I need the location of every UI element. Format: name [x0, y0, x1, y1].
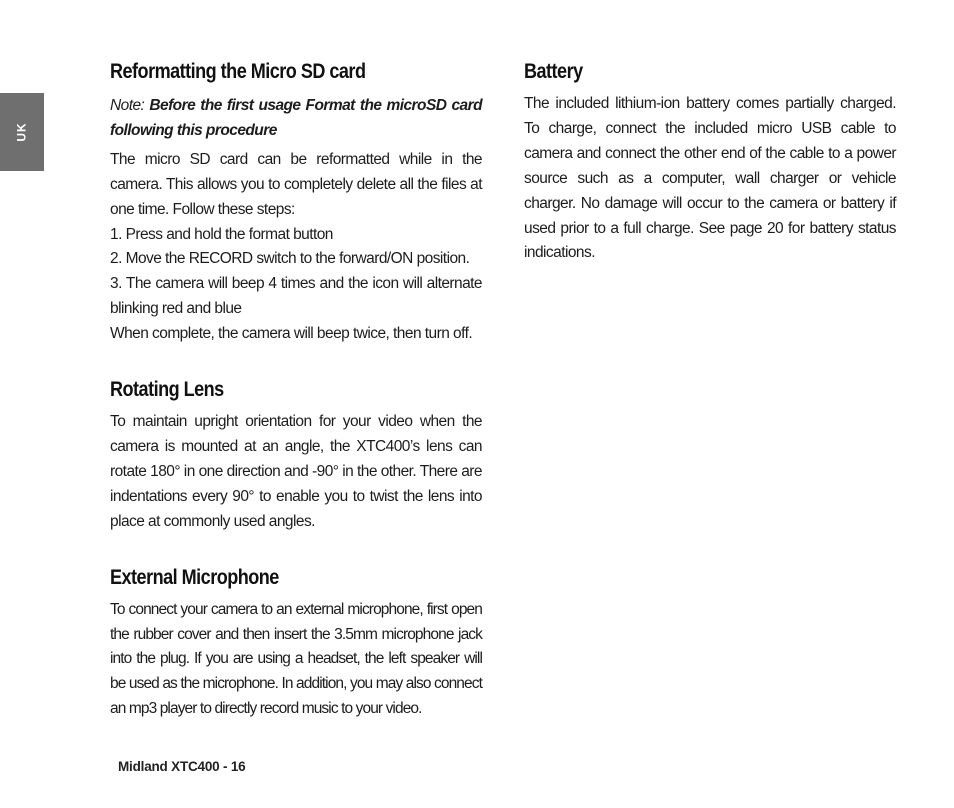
note-text: Before the first usage Format the microSD card following this procedure	[110, 97, 482, 139]
rotating-lens-heading: Rotating Lens	[110, 378, 224, 402]
battery-body: The included lithium-ion battery comes partially charged. To charge, connect the included micro USB cable to camera and connect the other end of the cable to a power source such as a computer, wall charger or vehicle charger. No damage will occur to the camera or battery if used prior to a full charge. See page 20 for battery status indications.	[524, 95, 896, 262]
section-gap	[110, 535, 482, 564]
battery-heading: Battery	[524, 60, 583, 83]
page-footer: Midland XTC400 - 16	[118, 759, 246, 774]
section-reformatting	[110, 58, 482, 347]
section-external-microphone	[110, 564, 482, 723]
section-gap	[110, 347, 482, 376]
format-step-3: 3. The camera will beep 4 times and the icon will alternate blinking red and blue	[110, 275, 482, 318]
reformatting-intro: The micro SD card can be reformatted while in the camera. This allows you to completely delete all the files at one time. Follow these steps:	[110, 150, 482, 218]
external-microphone-heading: External Microphone	[110, 565, 279, 589]
format-step-2: 2. Move the RECORD switch to the forward/ON position.	[110, 250, 470, 268]
language-tab-label: UK	[15, 122, 29, 142]
language-tab	[0, 93, 44, 171]
note-prefix: Note:	[110, 97, 150, 114]
right-column	[524, 58, 896, 266]
reformatting-note	[110, 94, 482, 144]
left-column	[110, 58, 482, 722]
reformatting-heading: Reformatting the Micro SD card	[110, 60, 366, 83]
format-completion: When complete, the camera will beep twice, then turn off.	[110, 325, 473, 343]
format-step-1: 1. Press and hold the format button	[110, 225, 333, 243]
section-battery	[524, 58, 896, 266]
external-microphone-body: To connect your camera to an external microphone, first open the rubber cover and then insert the 3.5mm microphone jack into the plug. If you are using a headset, the left speaker will be used as the microphone. In addition, you may also connect an mp3 player to directly record music to your video.	[110, 600, 482, 718]
rotating-lens-body: To maintain upright orientation for your video when the camera is mounted at an angle, the XTC400’s lens can rotate 180° in one direction and -90° in the other. There are indentations every 90° to enable you to twist the lens into place at commonly used angles.	[110, 413, 482, 530]
section-rotating-lens	[110, 376, 482, 535]
